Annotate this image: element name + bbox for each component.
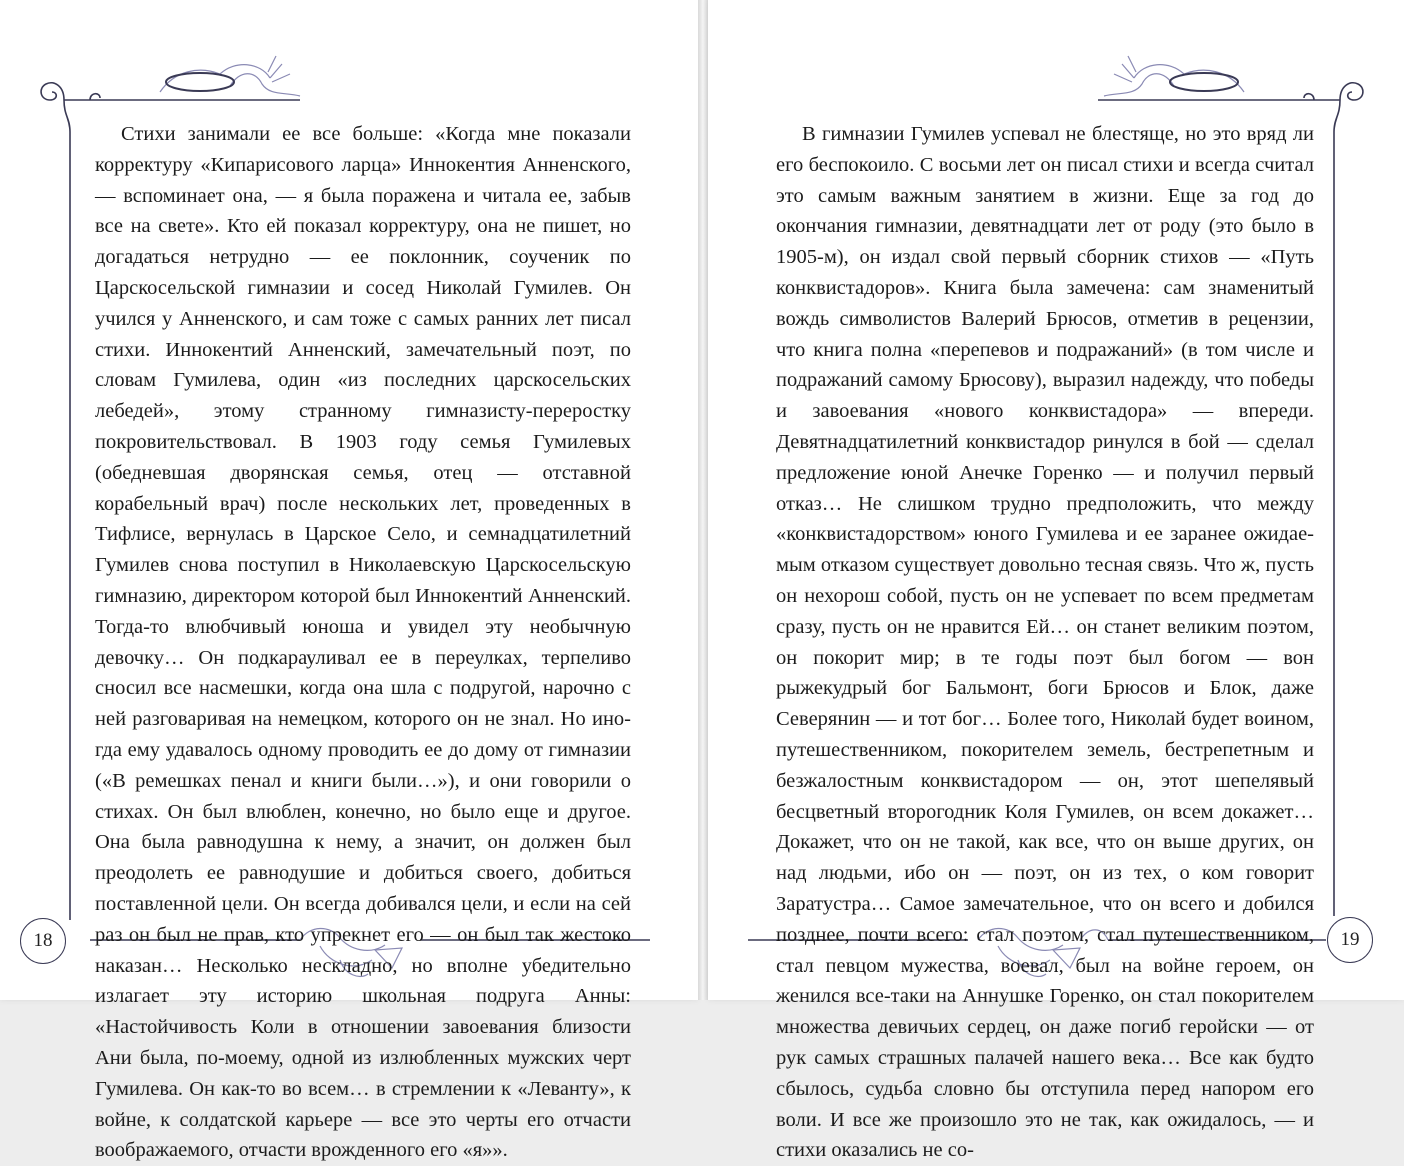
book-gutter — [698, 0, 708, 1000]
page-number: 18 — [20, 918, 66, 964]
left-page — [0, 0, 698, 1162]
lily-flower-icon — [160, 56, 300, 96]
lily-flower-icon — [1104, 56, 1244, 96]
left-page-body-text — [95, 119, 631, 1166]
body-paragraph: В гимназии Гумилев успевал не блестяще, но это вряд ли его беспокоило. С восьми лет он писал стихи и всегда считал это самым важным занятием в жизни. Еще за год до окончания гимназии, девятнадцати лет от роду (это было в 1905-м), он издал свой первый сборник стихов — «Путь конквистадоров». Книга была замечена: сам знаменитый вождь символистов Валерий Брюсов, отметив в рецензии, что книга полна «перепевов и подражаний» (в том числе и подражаний самому Брюсову), выразил надежду, что победы и завоевания «нового конквистадора» — впереди. Девятнадцатилетний конквистадор ринулся в бой — сделал предложение юной Анечке Горенко — и получил первый отказ… Не слишком трудно предположить, что между «конквистадорством» юного Гумилева и ее заранее ожидаемым отказом существует довольно тесная связь. Что ж, пусть он нехорош собой, пусть он не успевает по всем предметам сразу, пусть он не нравится Ей… он станет великим поэтом, он покорит мир; в те годы поэт был богом — вон рыжекудрый бог Бальмонт, боги Брюсов и Блок, даже Северянин — и тот бог… Более того, Николай будет воином, путешественником, покорителем земель, бестрепетным и безжалостным конквистадором — он, этот шепелявый бесцветный второгодник Коля Гумилев, он всем докажет… Докажет, что он не такой, как все, что он выше других, он над людьми, ибо он — поэт, он из тех, о ком говорит Заратустра… Самое замечательное, что он всего и добился позднее, почти всего: стал поэтом, стал путешественником, стал певцом мужества, воевал, был на войне героем, он женился все-таки на Аннушке Горенко, он стал покорителем множества девичьих сердец, он даже погиб геройски — от рук самых страшных палачей нашего века… Все как будто сбылось, судьба словно бы отступила перед напором его воли. И все же произошло это не так, как ожидалось, — и стихи оказались не со- — [776, 123, 1314, 1162]
page-number: 19 — [1327, 917, 1373, 963]
right-page-body-text — [776, 119, 1314, 1166]
right-page — [708, 0, 1404, 1162]
body-paragraph: Стихи занимали ее все больше: «Когда мне показали корректуру «Кипарисового ларца» Иннокентия Анненского, — вспоминает она, — я была поражена и читала ее, забыв все на свете». Кто ей показал корректуру, она не пишет, но догадаться нетрудно — ее поклонник, соученик по Царскосельской гимназии и сосед Николай Гумилев. Он учился у Анненского, и сам тоже с самых ранних лет писал стихи. Иннокентий Анненский, замечательный поэт, по словам Гумилева, один «из последних царскосельских лебедей», этому странному гимназисту-переростку покровительствовал. В 1903 году семья Гумилевых (обедневшая дворянская семья, отец — отставной корабельный врач) после нескольких лет, проведенных в Тифлисе, вернулась в Царское Село, и семнадцатилетний Гумилев снова поступил в Николаевскую Царскосельскую гимназию, директором которой был Иннокентий Анненский. Тогда-то влюбчивый юноша и увидел эту необычную девочку… Он подкарауливал ее в переулках, терпеливо сносил все насмешки, когда она шла с подругой, нарочно с ней разговаривая на немецком, которого он не знал. Но иногда ему удавалось одному проводить ее до дому от гимназии («В ремешках пенал и книги были…»), и они говорили о стихах. Он был влюблен, конечно, но было еще и другое. Она была равнодушна к нему, а значит, он должен был преодолеть ее равнодушие и добиться своего, добиться поставленной цели. Он всегда добивался цели, и если на сей раз он был не прав, кто упрекнет его — он был так жестоко наказан… Несколько нескладно, но вполне убедительно излагает эту историю школьная подруга Анны: «Настойчивость Коли в отношении завоевания близости Ани была, по-моему, одной из излюбленных мужских черт Гумилева. Он как-то во всем… в стремлении к «Леванту», к войне, к солдатской карьере — все это черты его отчасти воображаемого, отчасти врожденного его «я»». — [95, 123, 631, 1162]
